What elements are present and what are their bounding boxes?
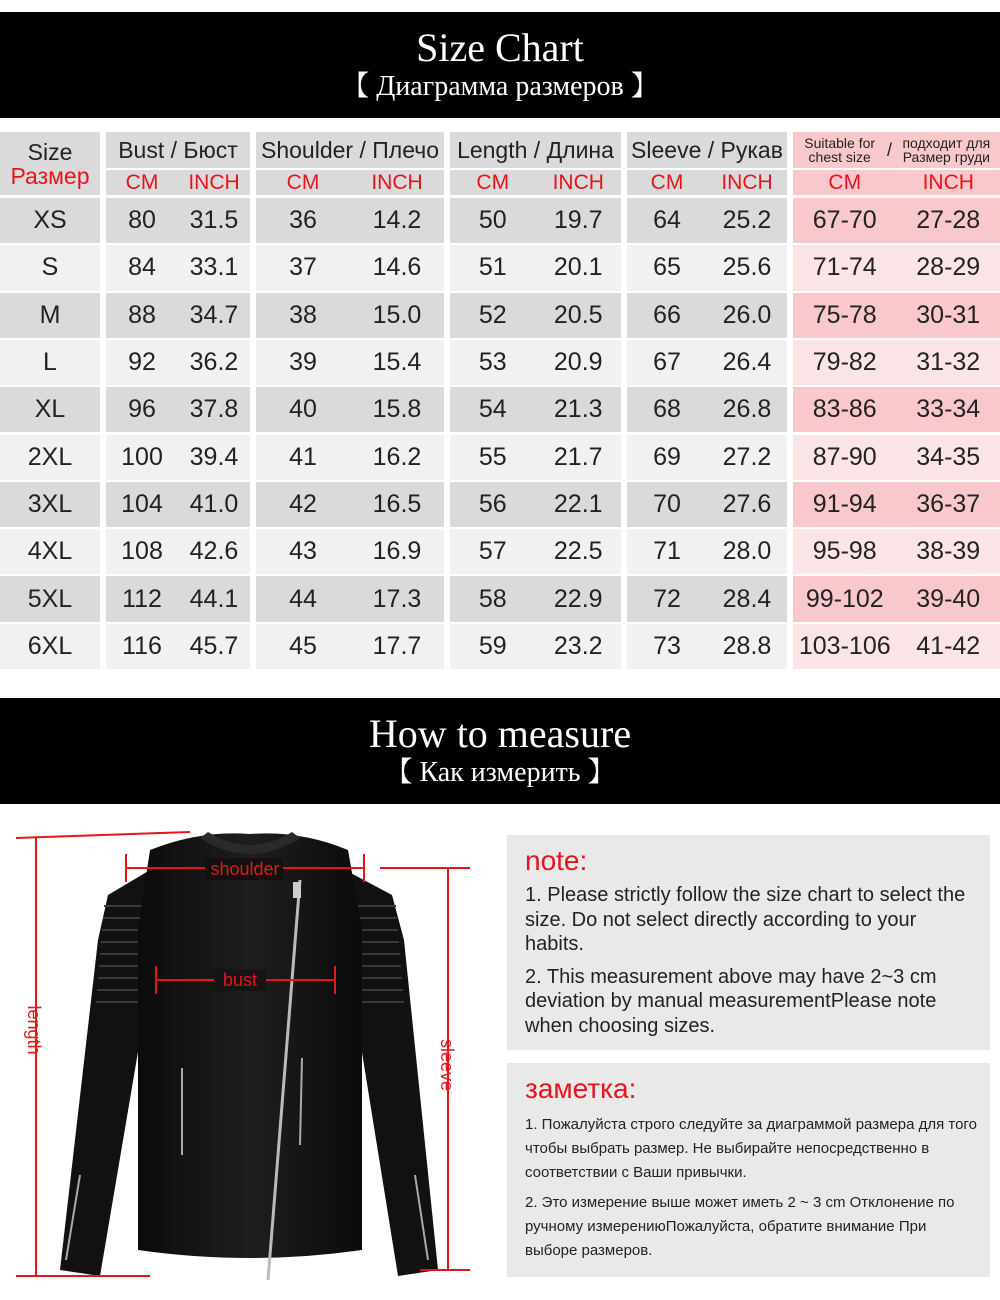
value-length-in: 23.2 <box>553 631 603 660</box>
subheader-chest <box>793 170 1000 195</box>
subheader-bust <box>106 170 250 195</box>
table-cell-length <box>450 529 621 574</box>
table-cell-size <box>0 435 100 480</box>
value-sleeve-cm: 73 <box>653 631 681 660</box>
table-cell-sleeve <box>627 529 787 574</box>
value-chest-cm: 71-74 <box>812 253 877 282</box>
note-box-ru <box>507 1063 990 1277</box>
value-shoulder-in: 14.6 <box>372 253 422 282</box>
table-cell-bust <box>106 435 250 480</box>
table-cell-sleeve <box>627 435 787 480</box>
value-length-cm: 57 <box>478 537 507 566</box>
table-cell-length <box>450 576 621 621</box>
table-cell-shoulder <box>256 435 444 480</box>
jacket-illustration <box>0 810 500 1290</box>
value-bust-in: 42.6 <box>189 537 239 566</box>
value-sleeve-in: 28.4 <box>722 584 772 613</box>
value-chest-cm: 103-106 <box>798 631 891 660</box>
value-shoulder-in: 15.4 <box>372 348 422 377</box>
value-length-in: 20.5 <box>553 300 603 329</box>
column-sleeve <box>627 132 787 668</box>
table-cell-bust <box>106 482 250 527</box>
value-length-in: 22.9 <box>553 584 603 613</box>
value-length-in: 21.7 <box>553 442 603 471</box>
table-cell-length <box>450 482 621 527</box>
value-length-cm: 56 <box>478 489 507 518</box>
header-sleeve: Sleeve / Рукав <box>627 132 787 168</box>
table-cell-length <box>450 340 621 385</box>
header-size-ru: Размер <box>10 162 90 189</box>
value-sleeve-in: 26.8 <box>722 395 772 424</box>
table-cell-shoulder <box>256 293 444 338</box>
header-chest <box>793 132 1000 168</box>
value-chest-in: 38-39 <box>916 537 981 566</box>
table-cell-chest <box>793 482 1000 527</box>
table-cell-bust <box>106 198 250 243</box>
column-shoulder <box>256 132 444 668</box>
unit-cm: CM <box>286 170 320 194</box>
how-to-measure-title: How to measure <box>368 711 632 756</box>
value-length-cm: 50 <box>478 206 507 235</box>
note-title-en: note: <box>525 845 588 876</box>
unit-inch: INCH <box>721 170 773 194</box>
table-cell-size <box>0 245 100 290</box>
note-box-en <box>507 835 990 1050</box>
unit-inch: INCH <box>188 170 240 194</box>
value-bust-cm: 92 <box>128 348 156 377</box>
bust-label: bust <box>222 970 258 990</box>
value-sleeve-in: 25.2 <box>722 206 772 235</box>
value-shoulder-cm: 40 <box>289 395 317 424</box>
value-shoulder-cm: 36 <box>289 206 317 235</box>
value-bust-in: 37.8 <box>189 395 239 424</box>
table-cell-length <box>450 387 621 432</box>
value-bust-cm: 84 <box>128 253 156 282</box>
subheader-sleeve <box>627 170 787 195</box>
value-sleeve-in: 28.8 <box>722 631 772 660</box>
value-bust-cm: 88 <box>128 300 156 329</box>
note-en-1: 1. Please strictly follow the size chart to select the size. Do not select directly according to your habits. <box>525 884 966 955</box>
value-chest-in: 34-35 <box>916 442 981 471</box>
note-ru-1: 1. Пожалуйста строго следуйте за диаграммой размера для того чтобы выбрать размер. Не выбирайте непосредственно в соответствии с Ваши привычки. <box>525 1116 977 1181</box>
table-cell-sleeve <box>627 293 787 338</box>
table-cell-bust <box>106 245 250 290</box>
value-length-cm: 54 <box>478 395 507 424</box>
unit-cm: CM <box>828 170 862 194</box>
value-chest-in: 39-40 <box>916 584 981 613</box>
value-sleeve-in: 25.6 <box>722 253 772 282</box>
value-bust-in: 36.2 <box>189 348 239 377</box>
value-sleeve-in: 26.4 <box>722 348 772 377</box>
table-cell-size <box>0 482 100 527</box>
table-cell-chest <box>793 245 1000 290</box>
value-length-cm: 52 <box>478 300 507 329</box>
value-length-in: 21.3 <box>553 395 603 424</box>
value-chest-cm: 95-98 <box>812 537 877 566</box>
value-sleeve-cm: 72 <box>653 584 681 613</box>
table-cell-size <box>0 340 100 385</box>
value-shoulder-in: 17.7 <box>372 631 422 660</box>
unit-inch: INCH <box>371 170 423 194</box>
size-chart-subtitle: 【 Диаграмма размеров 】 <box>341 71 659 102</box>
value-bust-in: 33.1 <box>189 253 239 282</box>
table-cell-shoulder <box>256 198 444 243</box>
value-shoulder-in: 17.3 <box>372 584 422 613</box>
note-en-2: 2. This measurement above may have 2~3 cm deviation by manual measurementPlease note when choosing sizes. <box>525 965 937 1037</box>
table-cell-sleeve <box>627 198 787 243</box>
table-cell-bust <box>106 340 250 385</box>
value-chest-cm: 83-86 <box>812 395 877 424</box>
header-bust: Bust / Бюст <box>106 132 250 168</box>
value-size: S <box>41 253 59 282</box>
value-shoulder-cm: 43 <box>289 537 317 566</box>
subheader-shoulder <box>256 170 444 195</box>
value-length-cm: 53 <box>478 348 507 377</box>
value-bust-cm: 104 <box>121 489 163 518</box>
value-length-in: 20.1 <box>553 253 603 282</box>
value-sleeve-cm: 67 <box>653 348 681 377</box>
how-to-measure-subtitle: 【 Как измерить 】 <box>384 757 616 788</box>
value-length-cm: 59 <box>478 631 507 660</box>
table-cell-shoulder <box>256 624 444 669</box>
value-shoulder-cm: 39 <box>289 348 317 377</box>
value-bust-in: 34.7 <box>189 300 239 329</box>
value-length-cm: 51 <box>478 253 507 282</box>
value-sleeve-in: 28.0 <box>722 537 772 566</box>
length-top-tick <box>16 832 190 838</box>
unit-inch: INCH <box>552 170 604 194</box>
table-cell-size <box>0 198 100 243</box>
value-sleeve-cm: 69 <box>653 442 681 471</box>
table-cell-length <box>450 435 621 480</box>
value-bust-in: 41.0 <box>189 489 239 518</box>
table-cell-length <box>450 245 621 290</box>
table-cell-shoulder <box>256 529 444 574</box>
table-cell-chest <box>793 529 1000 574</box>
table-cell-shoulder <box>256 576 444 621</box>
jacket-body <box>138 833 362 1258</box>
value-length-in: 22.5 <box>553 537 603 566</box>
table-cell-size <box>0 293 100 338</box>
how-to-measure-banner <box>0 698 1000 804</box>
value-length-cm: 55 <box>478 442 507 471</box>
value-sleeve-cm: 66 <box>653 300 681 329</box>
value-size: 3XL <box>27 489 73 518</box>
value-length-in: 19.7 <box>553 206 603 235</box>
table-cell-bust <box>106 529 250 574</box>
value-chest-in: 41-42 <box>916 631 981 660</box>
table-cell-sleeve <box>627 624 787 669</box>
length-label: length <box>24 1005 44 1055</box>
table-cell-chest <box>793 293 1000 338</box>
header-size-en: Size <box>27 138 73 165</box>
value-bust-cm: 96 <box>128 395 156 424</box>
value-bust-in: 31.5 <box>189 206 239 235</box>
value-chest-cm: 75-78 <box>812 300 877 329</box>
value-sleeve-in: 27.6 <box>722 489 772 518</box>
value-chest-in: 30-31 <box>916 300 981 329</box>
table-cell-shoulder <box>256 340 444 385</box>
table-cell-size <box>0 624 100 669</box>
value-shoulder-cm: 44 <box>289 584 317 613</box>
sleeve-label: sleeve <box>437 1038 457 1092</box>
table-cell-sleeve <box>627 340 787 385</box>
value-chest-cm: 67-70 <box>812 206 877 235</box>
table-cell-length <box>450 293 621 338</box>
value-bust-cm: 100 <box>121 442 163 471</box>
table-cell-length <box>450 198 621 243</box>
value-shoulder-cm: 38 <box>289 300 317 329</box>
table-cell-size <box>0 387 100 432</box>
header-chest-separator: / <box>886 140 892 160</box>
value-bust-cm: 80 <box>128 206 156 235</box>
table-cell-sleeve <box>627 387 787 432</box>
value-shoulder-in: 15.8 <box>372 395 422 424</box>
value-size: 2XL <box>27 442 73 471</box>
value-bust-in: 39.4 <box>189 442 239 471</box>
value-shoulder-in: 16.5 <box>372 489 422 518</box>
unit-cm: CM <box>650 170 684 194</box>
value-sleeve-cm: 64 <box>653 206 681 235</box>
shoulder-label: shoulder <box>210 859 280 879</box>
table-cell-chest <box>793 387 1000 432</box>
value-chest-in: 36-37 <box>916 489 981 518</box>
table-cell-size <box>0 529 100 574</box>
value-bust-cm: 116 <box>122 631 162 660</box>
table-cell-sleeve <box>627 576 787 621</box>
value-sleeve-cm: 68 <box>653 395 681 424</box>
header-size <box>0 132 100 195</box>
value-size: XL <box>34 395 66 424</box>
table-cell-size <box>0 576 100 621</box>
value-sleeve-in: 26.0 <box>722 300 772 329</box>
value-bust-cm: 108 <box>121 537 163 566</box>
size-chart-banner <box>0 12 1000 118</box>
value-shoulder-cm: 37 <box>289 253 317 282</box>
table-cell-chest <box>793 435 1000 480</box>
table-cell-shoulder <box>256 245 444 290</box>
table-cell-bust <box>106 624 250 669</box>
jacket-svg <box>0 810 500 1290</box>
table-cell-chest <box>793 624 1000 669</box>
value-shoulder-cm: 45 <box>289 631 317 660</box>
subheader-length <box>450 170 621 195</box>
table-cell-bust <box>106 293 250 338</box>
table-cell-sleeve <box>627 482 787 527</box>
value-chest-cm: 99-102 <box>805 584 884 613</box>
value-size: 4XL <box>27 537 73 566</box>
value-chest-in: 28-29 <box>916 253 981 282</box>
value-size: XS <box>33 206 67 235</box>
column-chest <box>793 132 1000 668</box>
note-title-ru: заметка: <box>525 1073 637 1104</box>
value-chest-cm: 87-90 <box>812 442 877 471</box>
value-bust-in: 44.1 <box>189 584 239 613</box>
unit-cm: CM <box>476 170 510 194</box>
table-cell-chest <box>793 198 1000 243</box>
zipper-pull <box>293 882 301 898</box>
value-shoulder-in: 15.0 <box>372 300 422 329</box>
value-size: M <box>39 300 61 329</box>
note-ru-2: 2. Это измерение выше может иметь 2 ~ 3 cm Отклонение по ручному измерениюПожалуйста, обратите внимание При выборе размеров. <box>525 1194 955 1259</box>
value-bust-cm: 112 <box>122 584 162 613</box>
header-chest-ru: подходит для Размер груди <box>902 135 991 165</box>
value-chest-cm: 79-82 <box>812 348 877 377</box>
value-size: L <box>43 348 57 377</box>
value-length-in: 22.1 <box>553 489 603 518</box>
unit-inch: INCH <box>922 170 974 194</box>
table-cell-sleeve <box>627 245 787 290</box>
value-length-cm: 58 <box>478 584 507 613</box>
column-bust <box>106 132 250 668</box>
header-shoulder: Shoulder / Плечо <box>256 132 444 168</box>
value-sleeve-cm: 71 <box>653 537 681 566</box>
value-chest-in: 31-32 <box>916 348 981 377</box>
unit-cm: CM <box>125 170 159 194</box>
header-length: Length / Длина <box>450 132 621 168</box>
value-shoulder-in: 14.2 <box>372 206 422 235</box>
table-cell-length <box>450 624 621 669</box>
table-cell-chest <box>793 576 1000 621</box>
value-shoulder-in: 16.9 <box>372 537 422 566</box>
value-shoulder-cm: 41 <box>289 442 317 471</box>
value-shoulder-in: 16.2 <box>372 442 422 471</box>
value-sleeve-cm: 65 <box>653 253 681 282</box>
value-sleeve-in: 27.2 <box>722 442 772 471</box>
value-bust-in: 45.7 <box>189 631 239 660</box>
value-size: 6XL <box>27 631 73 660</box>
value-chest-in: 27-28 <box>916 206 981 235</box>
table-cell-shoulder <box>256 482 444 527</box>
table-cell-chest <box>793 340 1000 385</box>
size-chart-title: Size Chart <box>416 25 584 70</box>
column-size <box>0 132 100 668</box>
value-size: 5XL <box>27 584 73 613</box>
value-length-in: 20.9 <box>553 348 603 377</box>
value-chest-cm: 91-94 <box>812 489 877 518</box>
table-cell-shoulder <box>256 387 444 432</box>
header-chest-en: Suitable for chest size <box>804 135 876 165</box>
column-length <box>450 132 621 668</box>
table-cell-bust <box>106 576 250 621</box>
value-shoulder-cm: 42 <box>289 489 317 518</box>
table-cell-bust <box>106 387 250 432</box>
value-chest-in: 33-34 <box>916 395 981 424</box>
value-sleeve-cm: 70 <box>653 489 681 518</box>
